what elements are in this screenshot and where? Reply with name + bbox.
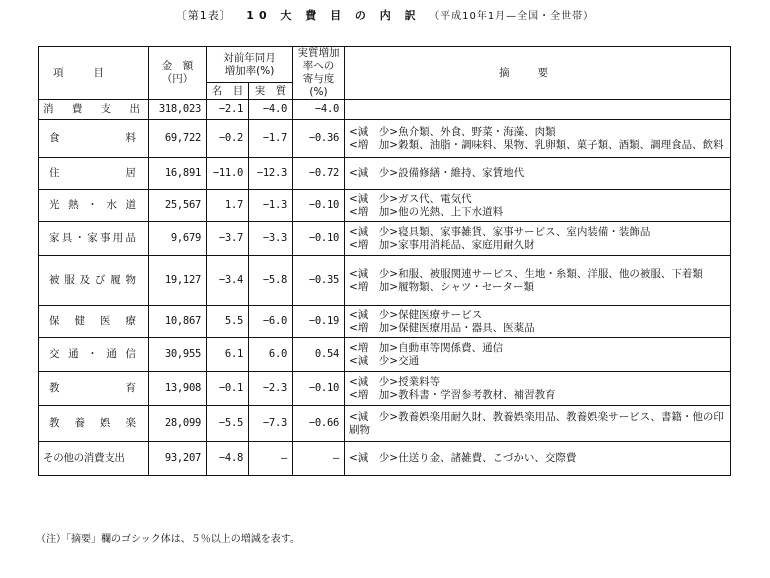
remark-tag: <減 少> [349,308,399,321]
row-item: 教育 [39,372,149,406]
row-amount: 9,679 [149,222,207,256]
remark-text: 魚介類、外食、野菜・海藻、肉類 [398,125,556,138]
header-remarks: 摘要 [345,47,731,100]
remark-tag: <増 加> [349,205,399,218]
remark-line [349,452,726,465]
table-main-title: 10 大 費 目 の 内 訳 [246,9,421,22]
row-remarks [345,120,731,158]
remark-tag: <減 少> [349,452,399,464]
remark-tag: <増 加> [349,238,399,251]
row-remarks [345,190,731,222]
row-nominal: −4.8 [207,442,249,476]
remark-text: 穀類、油脂・調味料、果物、乳卵類、菓子類、酒類、調理食品、飲料 [398,138,724,151]
remark-line [349,309,726,322]
row-contribution: −4.0 [293,100,345,120]
row-nominal: −3.7 [207,222,249,256]
row-amount: 30,955 [149,338,207,372]
row-real: −12.3 [249,158,293,190]
row-nominal: −0.1 [207,372,249,406]
row-nominal: 1.7 [207,190,249,222]
table-row [39,372,731,406]
row-item: 教養娯楽 [39,406,149,442]
header-contribution: 実質増加 率への 寄与度 (%) [293,47,345,100]
remark-tag: <増 加> [349,341,399,354]
remark-tag: <減 少> [349,267,399,280]
row-real: −6.0 [249,306,293,338]
remark-text: 和服、被服関連サービス、生地・糸類、洋服、他の被服、下着類 [398,267,703,280]
row-real: 6.0 [249,338,293,372]
remark-line [349,193,726,206]
row-contribution: −0.35 [293,256,345,306]
row-nominal: 5.5 [207,306,249,338]
row-nominal: −11.0 [207,158,249,190]
row-real: −7.3 [249,406,293,442]
row-item: 住居 [39,158,149,190]
remark-tag: <減 少> [349,192,399,205]
row-contribution: — [293,442,345,476]
remark-text: 教養娯楽用耐久財、教養娯楽用品、教養娯楽サービス、書籍・他の印刷物 [349,410,724,436]
row-contribution: −0.10 [293,222,345,256]
expenditure-table [38,46,731,476]
row-amount: 28,099 [149,406,207,442]
row-nominal: −2.1 [207,100,249,120]
row-remarks [345,442,731,476]
table-row [39,120,731,158]
remark-tag: <減 少> [349,410,399,423]
row-amount: 16,891 [149,158,207,190]
remark-line [349,355,726,368]
row-remarks [345,158,731,190]
row-contribution: 0.54 [293,338,345,372]
footnote: （注）「摘要」欄のゴシック体は、５％以上の増減を表す。 [36,534,300,545]
remark-tag: <減 少> [349,125,399,138]
row-contribution: −0.10 [293,190,345,222]
row-nominal: −0.2 [207,120,249,158]
remark-line [349,226,726,239]
remark-text: 家事用消耗品、家庭用耐久財 [398,238,535,251]
remark-tag: <減 少> [349,167,399,179]
remark-line [349,167,726,180]
table-row [39,256,731,306]
row-amount: 69,722 [149,120,207,158]
remark-text: 仕送り金、諸雑費、こづかい、交際費 [398,452,577,464]
table-row [39,306,731,338]
row-remarks [345,100,731,120]
table-row [39,222,731,256]
remark-tag: <増 加> [349,321,399,334]
remark-text: 自動車等関係費、通信 [398,341,504,354]
remark-text: 履物類、シャツ・セーター類 [398,280,534,293]
table-row [39,338,731,372]
table-scope: （平成10年1月—全国・全世帯） [429,11,595,22]
remark-line [349,239,726,252]
remark-tag: <減 少> [349,375,399,388]
remark-line [349,322,726,335]
remark-tag: <増 加> [349,280,399,293]
row-item: 交通・通信 [39,338,149,372]
row-real: −1.7 [249,120,293,158]
row-item: 被服及び履物 [39,256,149,306]
row-item: 消費支出 [39,100,149,120]
remark-line [349,139,726,152]
row-contribution: −0.19 [293,306,345,338]
row-real: −4.0 [249,100,293,120]
row-real: — [249,442,293,476]
table-row [39,442,731,476]
remark-line [349,268,726,281]
remark-tag: <増 加> [349,138,399,151]
remark-text: 保健医療用品・器具、医薬品 [398,321,535,334]
remark-text: 交通 [398,354,420,367]
remark-line [349,206,726,219]
table-row [39,406,731,442]
row-item: 保健医療 [39,306,149,338]
row-real: −1.3 [249,190,293,222]
table-row [39,158,731,190]
row-item: 光熱・水道 [39,190,149,222]
remark-text: 他の光熱、上下水道料 [398,205,504,218]
row-contribution: −0.66 [293,406,345,442]
row-amount: 10,867 [149,306,207,338]
remark-line [349,126,726,139]
remark-text: 寝具類、家事雑貨、家事サービス、室内装備・装飾品 [398,225,651,238]
row-amount: 19,127 [149,256,207,306]
table-number: 〔第1表〕 [175,9,232,22]
table-title [0,7,770,23]
remark-text: 教科書・学習参考教材、補習教育 [398,388,556,401]
row-contribution: −0.72 [293,158,345,190]
header-real: 実 質 [249,83,293,100]
remark-line [349,342,726,355]
row-remarks [345,306,731,338]
header-amount: 金 額 （円） [149,47,207,100]
row-amount: 93,207 [149,442,207,476]
row-nominal: −5.5 [207,406,249,442]
row-remarks [345,372,731,406]
remark-line [349,411,726,437]
row-real: −2.3 [249,372,293,406]
remark-line [349,376,726,389]
header-yoy-group: 対前年同月 増加率(%) [207,47,293,83]
row-amount: 25,567 [149,190,207,222]
row-real: −5.8 [249,256,293,306]
row-nominal: −3.4 [207,256,249,306]
row-nominal: 6.1 [207,338,249,372]
remark-text: 保健医療サービス [398,308,483,321]
row-contribution: −0.36 [293,120,345,158]
table-row [39,190,731,222]
row-amount: 13,908 [149,372,207,406]
remark-tag: <減 少> [349,225,399,238]
row-remarks [345,406,731,442]
row-remarks [345,222,731,256]
remark-tag: <増 加> [349,388,399,401]
remark-text: ガス代、電気代 [398,192,472,205]
row-item: 食料 [39,120,149,158]
row-amount: 318,023 [149,100,207,120]
remark-line [349,389,726,402]
remark-text: 授業料等 [398,375,441,388]
row-item: その他の消費支出 [39,442,149,476]
table-row [39,100,731,120]
header-item: 項目 [39,47,149,100]
header-nominal: 名 目 [207,83,249,100]
row-remarks [345,338,731,372]
row-contribution: −0.10 [293,372,345,406]
remark-text: 設備修繕・維持、家賃地代 [398,167,525,179]
remark-tag: <減 少> [349,354,399,367]
row-real: −3.3 [249,222,293,256]
row-remarks [345,256,731,306]
row-item: 家具・家事用品 [39,222,149,256]
remark-line [349,281,726,294]
